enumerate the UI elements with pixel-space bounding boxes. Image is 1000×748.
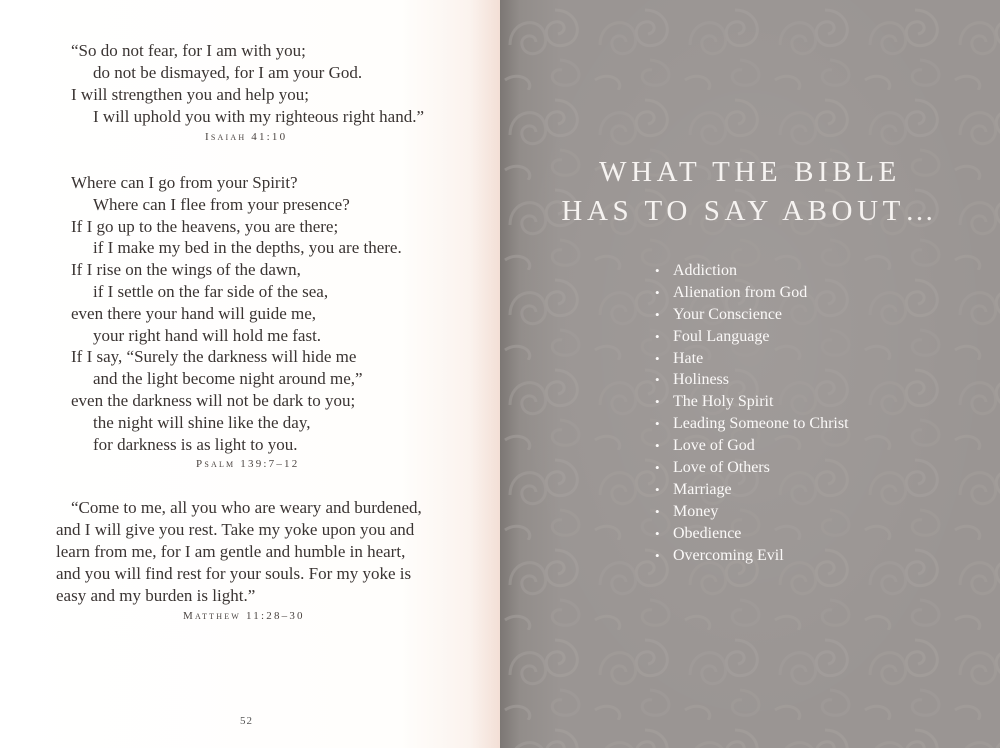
verse-line: If I say, “Surely the darkness will hide me xyxy=(71,347,357,366)
topic-label: Alienation from God xyxy=(673,283,808,301)
verse-line: even there your hand will guide me, xyxy=(71,304,317,323)
topic-label: Love of Others xyxy=(673,459,770,477)
scripture-reference: Psalm 139:7–12 xyxy=(196,458,300,470)
topic-label: Marriage xyxy=(673,480,732,498)
topic-item xyxy=(655,282,849,304)
topic-label: Obedience xyxy=(673,524,742,542)
topic-item xyxy=(655,435,849,457)
verse-line: and you will find rest for your souls. For my yoke is xyxy=(56,564,412,583)
verse-line: I will uphold you with my righteous right hand.” xyxy=(93,107,424,126)
bullet-icon: • xyxy=(655,284,660,300)
topic-label: Hate xyxy=(673,349,704,367)
verse-line: I will strengthen you and help you; xyxy=(71,85,309,104)
verse-line: your right hand will hold me fast. xyxy=(93,326,322,345)
bullet-icon: • xyxy=(655,525,660,541)
verse-line: If I go up to the heavens, you are there; xyxy=(71,217,339,236)
section-heading-line-2: HAS TO SAY ABOUT… xyxy=(561,195,939,227)
scripture-reference: Matthew 11:28–30 xyxy=(183,610,305,622)
verse-line: if I settle on the far side of the sea, xyxy=(93,282,329,301)
verse-line: and I will give you rest. Take my yoke upon you and xyxy=(56,520,415,539)
bullet-icon: • xyxy=(655,416,660,432)
verse-line: “So do not fear, for I am with you; xyxy=(71,41,306,60)
bullet-icon: • xyxy=(655,328,660,344)
bullet-icon: • xyxy=(655,460,660,476)
topic-list xyxy=(655,260,849,566)
bullet-icon: • xyxy=(655,306,660,322)
topic-item xyxy=(655,348,849,370)
verse-line: for darkness is as light to you. xyxy=(93,435,298,454)
topic-label: Leading Someone to Christ xyxy=(673,415,849,433)
topic-item xyxy=(655,326,849,348)
topic-label: Addiction xyxy=(673,262,737,279)
verse-line: do not be dismayed, for I am your God. xyxy=(93,63,363,82)
topic-label: Your Conscience xyxy=(673,305,783,323)
bullet-icon: • xyxy=(655,481,660,497)
verse-line: easy and my burden is light.” xyxy=(56,586,256,605)
verse-line: Where can I go from your Spirit? xyxy=(71,173,298,192)
bullet-icon: • xyxy=(655,438,660,454)
verse-line: the night will shine like the day, xyxy=(93,413,311,432)
topic-label: Money xyxy=(673,502,719,520)
page-number: 52 xyxy=(240,715,253,727)
bullet-icon: • xyxy=(655,372,660,388)
verse-line: and the light become night around me,” xyxy=(93,369,363,388)
topic-label: Holiness xyxy=(673,371,729,389)
right-page xyxy=(500,0,1000,748)
verse-line: “Come to me, all you who are weary and burdened, xyxy=(71,498,422,517)
section-heading-line-1: WHAT THE BIBLE xyxy=(599,156,901,188)
topic-label: The Holy Spirit xyxy=(673,393,774,411)
topic-item xyxy=(655,501,849,523)
topic-item xyxy=(655,369,849,391)
topic-label: Overcoming Evil xyxy=(673,546,784,564)
topic-item xyxy=(655,545,849,567)
bullet-icon: • xyxy=(655,503,660,519)
bullet-icon: • xyxy=(655,350,660,366)
bullet-icon: • xyxy=(655,394,660,410)
topic-item xyxy=(655,260,849,282)
topic-item xyxy=(655,391,849,413)
verse-line: even the darkness will not be dark to you; xyxy=(71,391,356,410)
topic-label: Foul Language xyxy=(673,327,770,345)
topic-label: Love of God xyxy=(673,437,755,455)
verse-line: If I rise on the wings of the dawn, xyxy=(71,260,301,279)
topic-item xyxy=(655,457,849,479)
topic-item xyxy=(655,479,849,501)
topic-item xyxy=(655,523,849,545)
bullet-icon: • xyxy=(655,263,660,278)
verse-line: learn from me, for I am gentle and humble in heart, xyxy=(56,542,406,561)
topic-item xyxy=(655,413,849,435)
bullet-icon: • xyxy=(655,547,660,563)
verse-line: if I make my bed in the depths, you are there. xyxy=(93,238,402,257)
scripture-reference: Isaiah 41:10 xyxy=(205,131,288,143)
topic-item xyxy=(655,304,849,326)
verse-line: Where can I flee from your presence? xyxy=(93,195,350,214)
